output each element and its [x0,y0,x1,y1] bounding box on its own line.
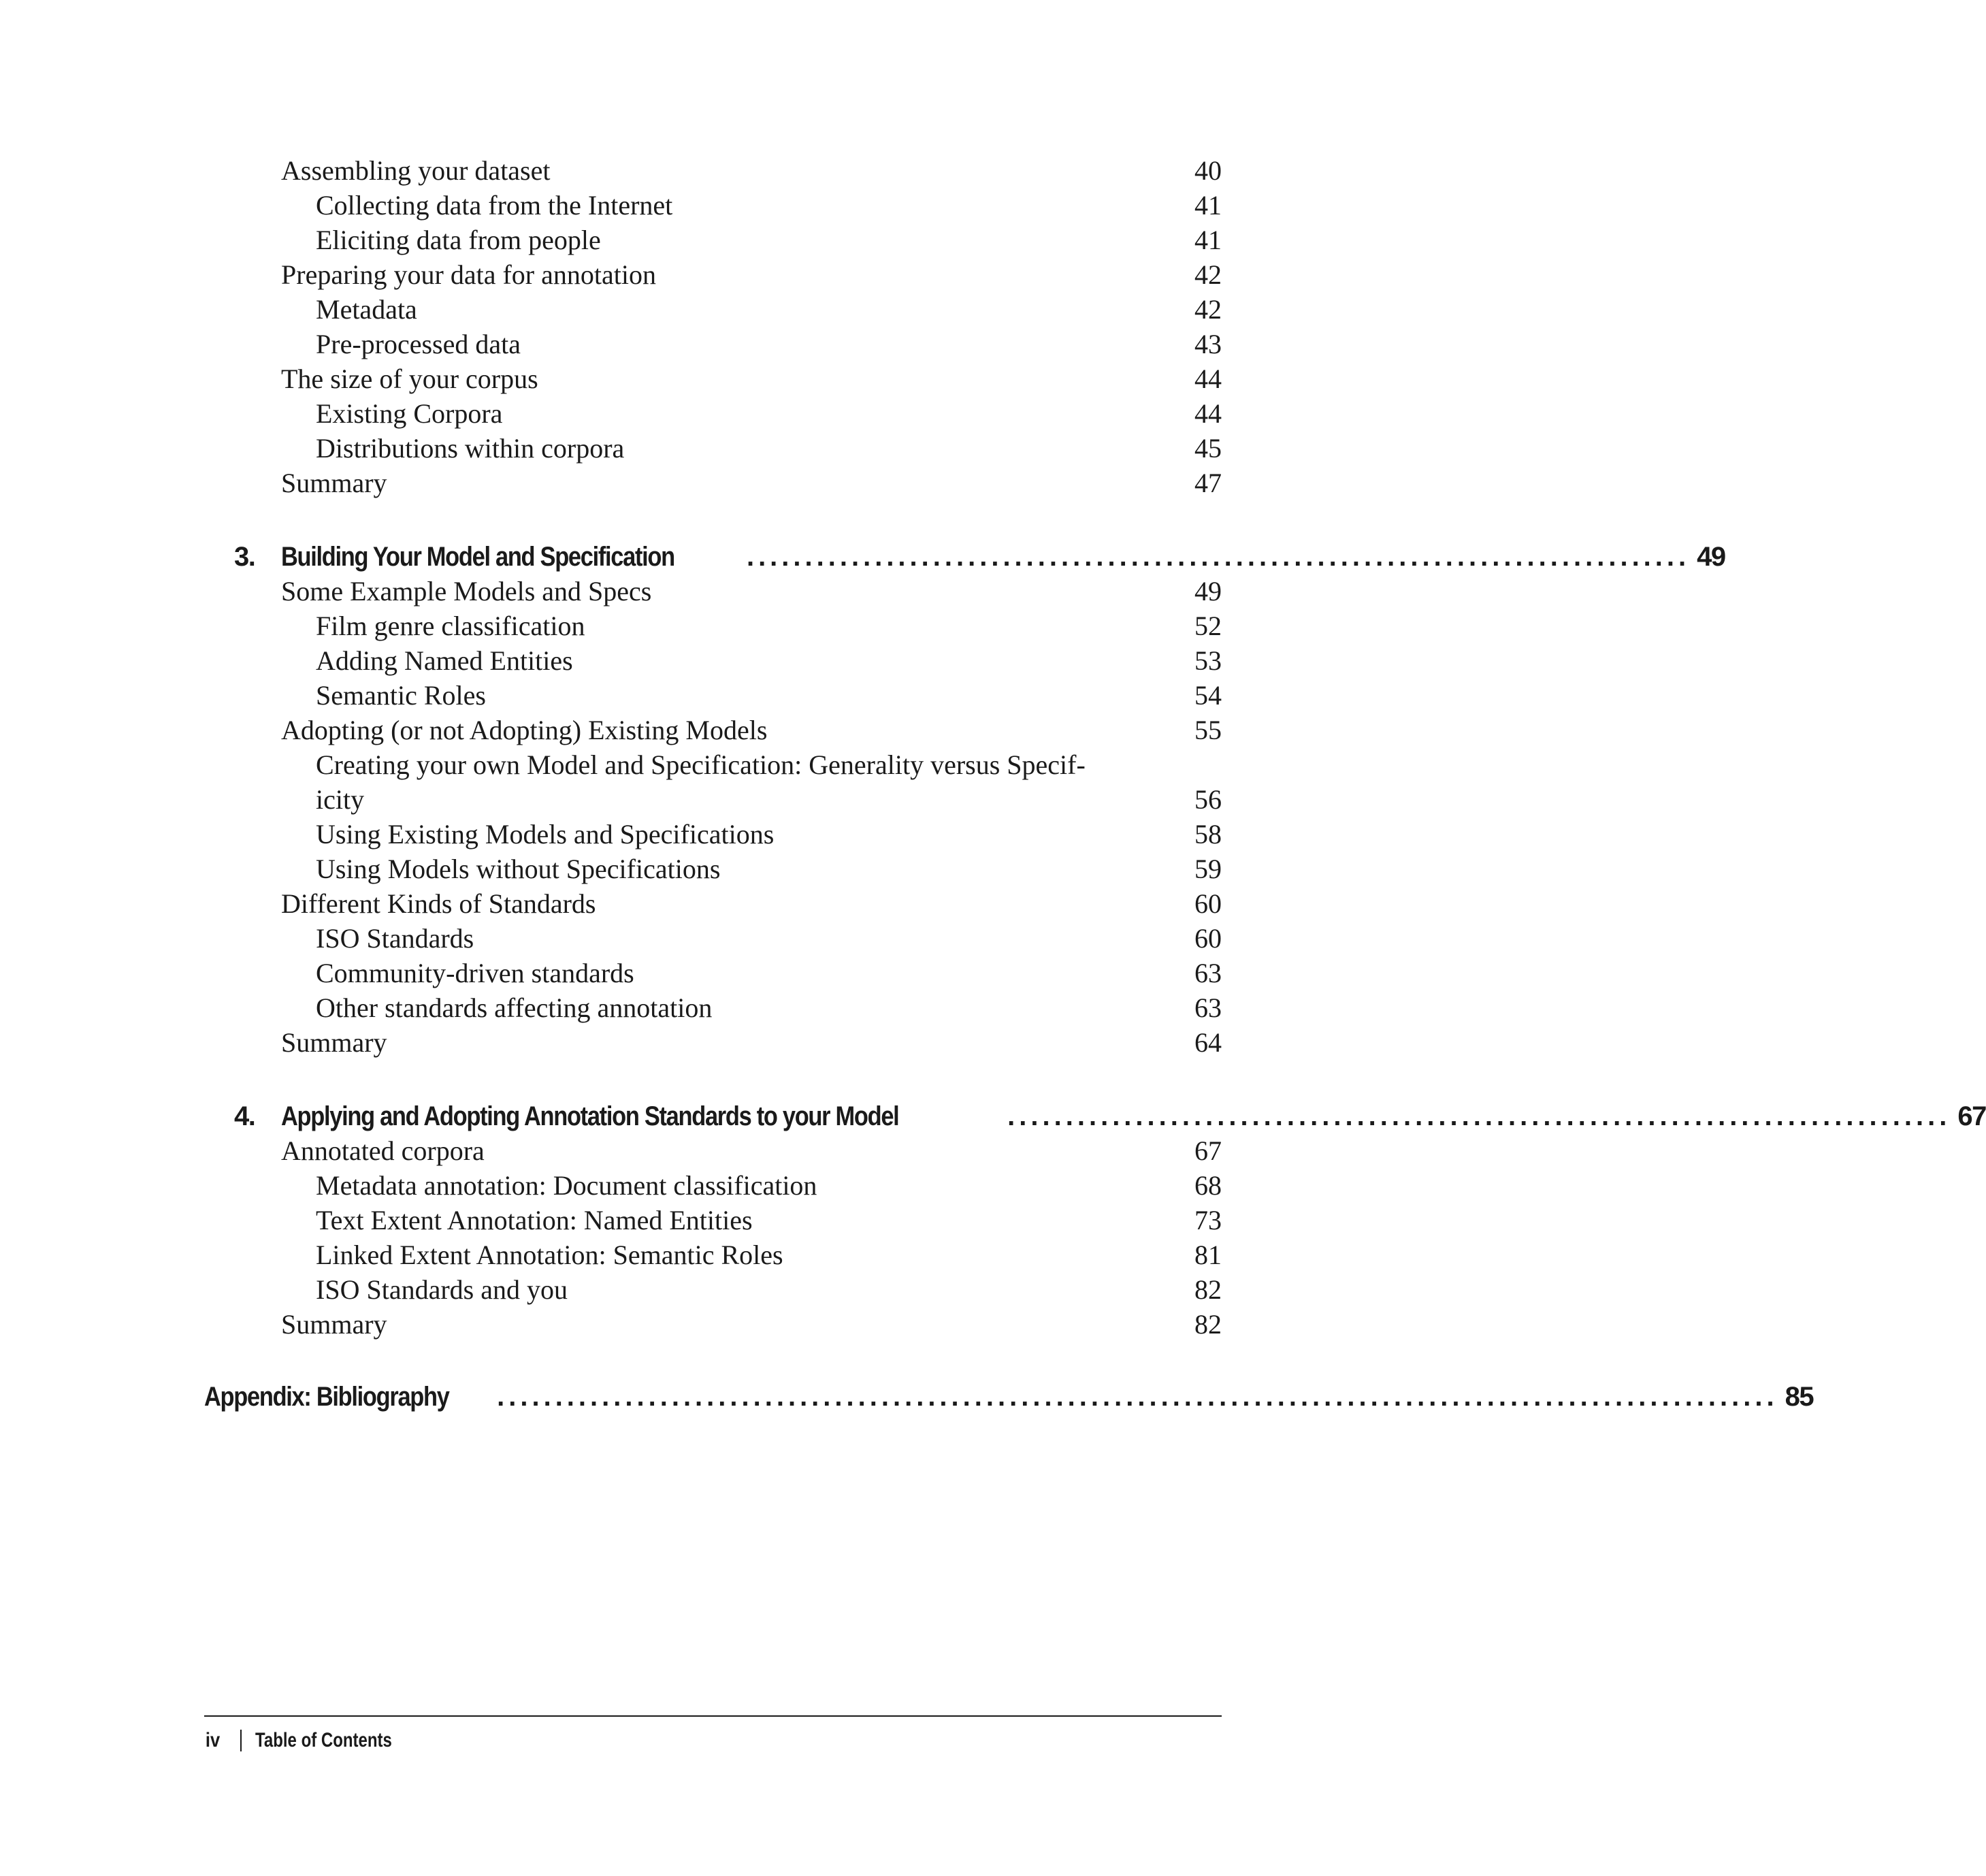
chapter-page-number: 67 [1957,1101,1986,1131]
chapter-number: 4. [234,1101,255,1131]
toc-entry-page: 59 [1194,854,1222,884]
toc-entry-page: 60 [1194,888,1222,919]
toc-entry[interactable] [0,292,1429,327]
toc-entry-label: Some Example Models and Specs [281,576,652,607]
toc-entry[interactable] [0,1025,1429,1060]
toc-entry-page: 68 [1194,1170,1222,1201]
toc-entry-label: Metadata annotation: Document classification [316,1170,817,1201]
toc-entry[interactable] [0,1272,1429,1307]
toc-entry[interactable] [0,956,1429,990]
toc-entry-label: Adopting (or not Adopting) Existing Models [281,715,768,745]
toc-entry-label: Using Existing Models and Specifications [316,819,775,850]
toc-entry-page: 58 [1194,819,1222,850]
toc-entry[interactable] [0,1307,1429,1342]
toc-entry-page: 56 [1194,784,1222,815]
toc-entry-label: Linked Extent Annotation: Semantic Roles [316,1240,783,1270]
chapter-4-entries [0,1133,1429,1342]
toc-entry[interactable] [0,1238,1429,1272]
toc-entry-label: Community-driven standards [316,958,634,988]
leader-dots: ................................................................................. [746,542,1691,572]
toc-entry-page: 82 [1194,1274,1222,1305]
toc-entry-label: Summary [281,1309,387,1340]
toc-entry-page: 45 [1194,433,1222,464]
toc-entry[interactable] [0,817,1429,852]
toc-entry-label: icity [316,784,365,815]
toc-entry[interactable] [0,1133,1429,1168]
toc-entry[interactable] [0,609,1429,643]
toc-entry[interactable] [0,1168,1429,1203]
toc-entry-page: 63 [1194,958,1222,988]
toc-entry[interactable] [0,466,1429,500]
toc-entry-label: Assembling your dataset [281,155,551,186]
toc-entry[interactable] [0,327,1429,361]
toc-entry[interactable] [0,188,1429,223]
chapter-number: 3. [234,542,255,572]
toc-entry-label: Semantic Roles [316,680,486,711]
toc-entry-label: Eliciting data from people [316,225,601,255]
toc-entry[interactable] [0,223,1429,257]
toc-entry[interactable] [0,713,1429,747]
toc-entry[interactable] [0,396,1429,431]
toc-entry-label: Summary [281,1027,387,1058]
chapter-title: Building Your Model and Specification [281,542,674,572]
toc-entry-page: 52 [1194,611,1222,641]
toc-entry-page: 42 [1194,259,1222,290]
footer-separator [240,1730,242,1751]
chapter-3-heading[interactable] [0,536,1725,577]
toc-entry[interactable] [0,361,1429,396]
toc-entry-label: Creating your own Model and Specification: Generality versus Specif- [316,749,1086,780]
toc-entry-page: 40 [1194,155,1222,186]
toc-entry-label: Collecting data from the Internet [316,190,673,221]
toc-entry[interactable] [0,747,1429,782]
toc-entry-label: ISO Standards [316,923,474,954]
chapter-3-heading-block [0,536,1725,577]
page-footer [204,1715,1222,1751]
footer-page-number: iv [205,1729,221,1751]
toc-entry-page: 42 [1194,294,1222,325]
toc-entry[interactable] [0,886,1429,921]
toc-entry-page: 63 [1194,992,1222,1023]
chapter-4-heading[interactable] [0,1096,1986,1137]
toc-entry-label: Other standards affecting annotation [316,992,713,1023]
toc-entry-page: 44 [1194,398,1222,429]
toc-entry-label: Metadata [316,294,417,325]
toc-entry-page: 64 [1194,1027,1222,1058]
appendix-heading[interactable] [0,1376,1814,1417]
toc-entry-label: Preparing your data for annotation [281,259,656,290]
toc-entry-label: The size of your corpus [281,363,538,394]
toc-entry-page: 82 [1194,1309,1222,1340]
toc-entry[interactable] [0,431,1429,466]
toc-entry-label: Summary [281,468,387,498]
chapter-page-number: 49 [1697,542,1725,572]
toc-entry-page: 43 [1194,329,1222,359]
toc-entry-label: Distributions within corpora [316,433,625,464]
toc-entry[interactable] [0,574,1429,609]
toc-entry[interactable] [0,153,1429,188]
toc-entry[interactable] [0,678,1429,713]
toc-entry[interactable] [0,921,1429,956]
toc-entry-page: 49 [1194,576,1222,607]
toc-entry[interactable] [0,643,1429,678]
toc-entry-label: Pre-processed data [316,329,521,359]
appendix-heading-block [0,1376,1814,1417]
toc-entry-page: 41 [1194,225,1222,255]
toc-entry-label: Text Extent Annotation: Named Entities [316,1205,753,1235]
toc-entry-label: ISO Standards and you [316,1274,568,1305]
toc-entry-page: 54 [1194,680,1222,711]
toc-entry-page: 44 [1194,363,1222,394]
toc-entry-label: Adding Named Entities [316,645,573,676]
toc-entry-page: 81 [1194,1240,1222,1270]
toc-entry[interactable] [0,1203,1429,1238]
toc-entry-label: Using Models without Specifications [316,854,721,884]
leader-dots: ................................................................................. [1007,1101,1951,1131]
toc-entry-label: Different Kinds of Standards [281,888,596,919]
appendix-title: Appendix: Bibliography [204,1382,449,1412]
toc-entry-label: Annotated corpora [281,1135,485,1166]
toc-entry[interactable] [0,257,1429,292]
footer-title: Table of Contents [255,1729,392,1751]
chapter-3-entries [0,574,1429,1060]
toc-entry[interactable] [0,782,1429,817]
toc-entry-page: 67 [1194,1135,1222,1166]
toc-entry-page: 41 [1194,190,1222,221]
toc-entry[interactable] [0,852,1429,886]
toc-entry-page: 60 [1194,923,1222,954]
chapter-title: Applying and Adopting Annotation Standards to your Model [281,1101,899,1131]
toc-entry-page: 53 [1194,645,1222,676]
leader-dots: .............................................................................................................. [497,1382,1778,1412]
toc-entry-page: 47 [1194,468,1222,498]
appendix-page-number: 85 [1785,1382,1814,1412]
toc-entry-label: Existing Corpora [316,398,503,429]
toc-entry-page: 55 [1194,715,1222,745]
toc-entry-label: Film genre classification [316,611,585,641]
chapter-4-heading-block [0,1096,1986,1137]
toc-entry-page: 73 [1194,1205,1222,1235]
toc-entry[interactable] [0,990,1429,1025]
toc-section-continued [0,153,1429,500]
